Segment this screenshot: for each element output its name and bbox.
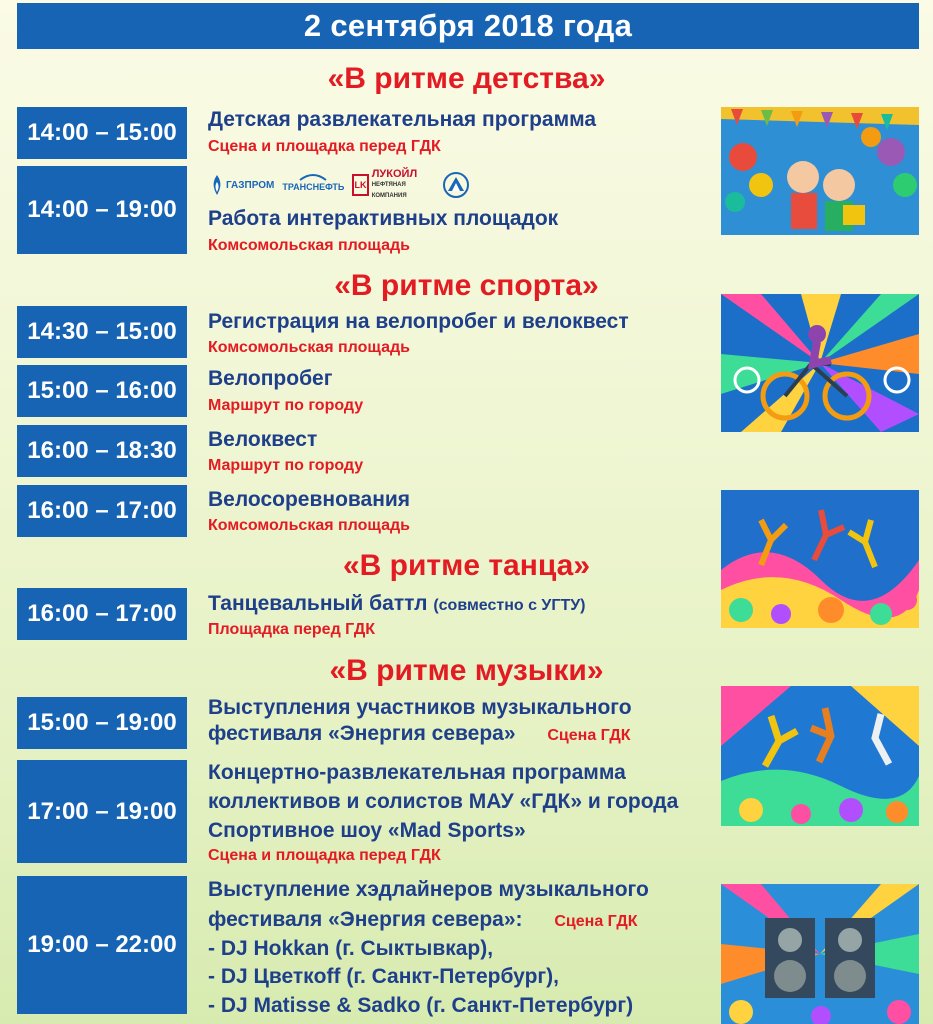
children-balloons-illustration (721, 107, 919, 235)
event-venue: Комсомольская площадь (208, 517, 410, 534)
dancers-illustration (721, 490, 919, 628)
company-emblem-icon (442, 172, 470, 198)
section-title-sport: «В ритме спорта» (334, 269, 599, 302)
time-box: 14:00 – 15:00 (17, 107, 187, 159)
event-venue: Маршрут по городу (208, 397, 364, 414)
event-title-text: фестиваля «Энергия севера»: (208, 908, 523, 931)
event-title-note: (совместно с УГТУ) (433, 597, 586, 614)
event-title: Спортивное шоу «Mad Sports» (208, 819, 526, 842)
event-venue: Сцена ГДК (554, 913, 638, 930)
event-title: коллективов и солистов МАУ «ГДК» и города (208, 790, 679, 813)
time-box: 15:00 – 19:00 (17, 697, 187, 749)
dj-line: - DJ Hokkan (г. Сыктывкар), (208, 937, 494, 960)
event-venue: Сцена ГДК (547, 727, 631, 744)
event-title: Выступления участников музыкального (208, 696, 632, 719)
time-box: 16:00 – 17:00 (17, 588, 187, 640)
event-title: Концертно-развлекательная программа (208, 761, 626, 784)
event-title: Работа интерактивных площадок (208, 207, 559, 230)
section-title-music: «В ритме музыки» (329, 654, 604, 687)
time-box: 15:00 – 16:00 (17, 365, 187, 417)
event-venue: Сцена и площадка перед ГДК (208, 138, 441, 155)
event-venue: Сцена и площадка перед ГДК (208, 847, 441, 864)
event-venue: Комсомольская площадь (208, 339, 410, 356)
lukoil-logo: LK ЛУКОЙЛ НЕФТЯНАЯ КОМПАНИЯ (352, 172, 434, 198)
time-box: 14:00 – 19:00 (17, 166, 187, 254)
dj-line: - DJ Matisse & Sadko (г. Санкт-Петербург) (208, 994, 634, 1017)
event-title-text: фестиваля «Энергия севера» (208, 722, 516, 745)
event-venue: Площадка перед ГДК (208, 621, 375, 638)
sponsor-logos (210, 167, 470, 199)
section-title-childhood: «В ритме детства» (327, 62, 606, 95)
dancers-music-illustration (721, 686, 919, 826)
date-header: 2 сентября 2018 года (17, 3, 919, 49)
time-box: 17:00 – 19:00 (17, 760, 187, 863)
event-venue: Комсомольская площадь (208, 237, 410, 254)
event-title: Велоквест (208, 428, 318, 451)
time-box: 16:00 – 17:00 (17, 485, 187, 537)
event-title (208, 907, 638, 935)
event-title: Регистрация на велопробег и велоквест (208, 310, 629, 333)
event-venue: Маршрут по городу (208, 457, 364, 474)
time-box: 19:00 – 22:00 (17, 876, 187, 1014)
section-title-dance: «В ритме танца» (342, 549, 591, 582)
cyclists-illustration (721, 294, 919, 432)
event-title (208, 721, 631, 749)
gazprom-logo: ГАЗПРОМ (210, 172, 274, 198)
time-box: 14:30 – 15:00 (17, 306, 187, 358)
event-title-text: Танцевальный баттл (208, 592, 428, 615)
event-title: Велосоревнования (208, 488, 411, 511)
event-title: Детская развлекательная программа (208, 108, 597, 131)
event-title: Велопробег (208, 367, 333, 390)
time-box: 16:00 – 18:30 (17, 425, 187, 477)
speakers-illustration (721, 884, 919, 1024)
transneft-logo: ТРАНСНЕФТЬ (282, 172, 344, 198)
event-title (208, 591, 586, 619)
event-title: Выступление хэдлайнеров музыкального (208, 878, 649, 901)
dj-line: - DJ Цветкoff (г. Санкт-Петербург), (208, 965, 559, 988)
